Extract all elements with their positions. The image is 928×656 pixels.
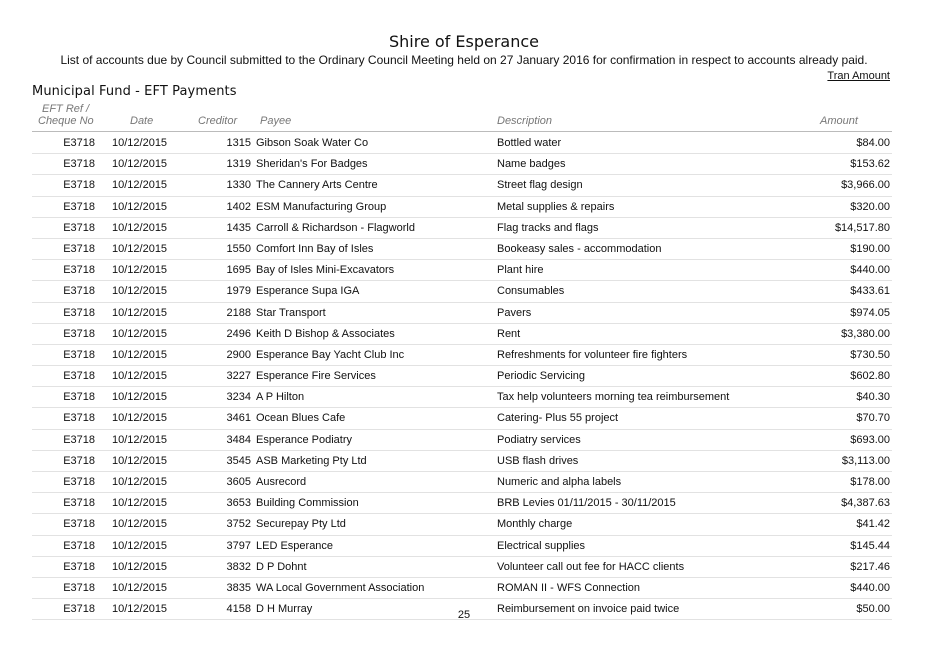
cell-eft-ref: E3718 bbox=[63, 179, 95, 192]
cell-payee: D H Murray bbox=[256, 603, 313, 616]
cell-creditor: 3797 bbox=[226, 539, 251, 552]
cell-payee: Ausrecord bbox=[256, 476, 307, 488]
table-row bbox=[32, 281, 892, 302]
cell-payee: Securepay Pty Ltd bbox=[256, 518, 346, 531]
cell-eft-ref: E3718 bbox=[63, 560, 95, 573]
table-row bbox=[32, 451, 892, 472]
cell-description: Volunteer call out fee for HACC clients bbox=[497, 560, 685, 573]
cell-date: 10/12/2015 bbox=[112, 603, 168, 616]
cell-creditor: 3653 bbox=[226, 497, 251, 510]
col-header-description: Description bbox=[497, 115, 553, 127]
cell-eft-ref: E3718 bbox=[63, 518, 95, 531]
cell-amount: $84.00 bbox=[856, 137, 890, 149]
cell-creditor: 2188 bbox=[226, 306, 251, 319]
cell-amount: $4,387.63 bbox=[841, 497, 890, 510]
cell-amount: $41.42 bbox=[856, 518, 890, 531]
cell-creditor: 1979 bbox=[226, 285, 251, 298]
cell-creditor: 3484 bbox=[226, 433, 251, 446]
cell-eft-ref: E3718 bbox=[63, 476, 95, 488]
cell-payee: ASB Marketing Pty Ltd bbox=[256, 454, 367, 467]
table-row bbox=[32, 430, 892, 451]
cell-eft-ref: E3718 bbox=[63, 264, 95, 277]
cell-description: Catering- Plus 55 project bbox=[497, 412, 619, 425]
table-row bbox=[32, 366, 892, 387]
cell-eft-ref: E3718 bbox=[63, 327, 95, 340]
cell-amount: $14,517.80 bbox=[834, 221, 890, 234]
cell-date: 10/12/2015 bbox=[112, 179, 168, 192]
cell-description: Numeric and alpha labels bbox=[497, 476, 622, 488]
cell-creditor: 1315 bbox=[226, 137, 251, 149]
cell-payee: Esperance Bay Yacht Club Inc bbox=[256, 348, 405, 361]
cell-description: Bottled water bbox=[497, 137, 562, 149]
col-header-payee: Payee bbox=[260, 115, 292, 127]
cell-date: 10/12/2015 bbox=[112, 497, 168, 510]
tran-amount-label: Tran Amount bbox=[827, 70, 890, 82]
report-subtitle: List of accounts due by Council submitted to the Ordinary Council Meeting held on 27 January 2016 for confirmation in respect to accounts already paid. bbox=[60, 53, 868, 67]
cell-amount: $153.62 bbox=[850, 158, 890, 171]
cell-payee: The Cannery Arts Centre bbox=[256, 179, 378, 192]
cell-payee: Star Transport bbox=[256, 306, 326, 319]
cell-eft-ref: E3718 bbox=[63, 433, 95, 446]
table-row bbox=[32, 218, 892, 239]
table-row bbox=[32, 536, 892, 557]
cell-payee: Esperance Fire Services bbox=[256, 370, 376, 383]
cell-eft-ref: E3718 bbox=[63, 306, 95, 319]
cell-payee: Bay of Isles Mini-Excavators bbox=[256, 264, 395, 277]
cell-description: Pavers bbox=[497, 306, 532, 319]
cell-date: 10/12/2015 bbox=[112, 476, 168, 488]
cell-eft-ref: E3718 bbox=[63, 242, 95, 255]
cell-amount: $217.46 bbox=[850, 560, 890, 573]
cell-creditor: 3234 bbox=[226, 391, 251, 404]
cell-amount: $40.30 bbox=[856, 391, 890, 404]
cell-description: USB flash drives bbox=[497, 454, 579, 467]
cell-eft-ref: E3718 bbox=[63, 200, 95, 213]
cell-creditor: 3461 bbox=[226, 412, 251, 425]
cell-eft-ref: E3718 bbox=[63, 539, 95, 552]
cell-eft-ref: E3718 bbox=[63, 391, 95, 404]
cell-payee: Ocean Blues Cafe bbox=[256, 412, 346, 425]
cell-amount: $3,380.00 bbox=[841, 327, 890, 340]
cell-creditor: 3605 bbox=[226, 476, 251, 488]
cell-creditor: 3752 bbox=[226, 518, 251, 531]
cell-description: Reimbursement on invoice paid twice bbox=[497, 603, 680, 616]
cell-amount: $440.00 bbox=[850, 264, 890, 277]
cell-date: 10/12/2015 bbox=[112, 370, 168, 383]
cell-description: Periodic Servicing bbox=[497, 370, 586, 383]
cell-amount: $440.00 bbox=[850, 581, 890, 594]
table-row bbox=[32, 175, 892, 196]
cell-amount: $50.00 bbox=[856, 603, 890, 616]
table-row bbox=[32, 239, 892, 260]
cell-amount: $3,113.00 bbox=[841, 454, 890, 467]
cell-amount: $602.80 bbox=[850, 370, 890, 383]
cell-payee: Carroll & Richardson - Flagworld bbox=[256, 221, 415, 234]
table-row bbox=[32, 154, 892, 175]
cell-description: Consumables bbox=[497, 285, 565, 298]
table-row bbox=[32, 345, 892, 366]
cell-amount: $145.44 bbox=[850, 539, 890, 552]
table-row bbox=[32, 324, 892, 345]
cell-creditor: 2900 bbox=[226, 348, 251, 361]
cell-date: 10/12/2015 bbox=[112, 306, 168, 319]
table-row bbox=[32, 514, 892, 535]
cell-description: Rent bbox=[497, 327, 521, 340]
cell-eft-ref: E3718 bbox=[63, 497, 95, 510]
cell-description: Bookeasy sales - accommodation bbox=[497, 242, 662, 255]
col-header-amount: Amount bbox=[820, 115, 858, 127]
cell-creditor: 1319 bbox=[226, 158, 251, 171]
fund-title: Municipal Fund - EFT Payments bbox=[32, 84, 237, 99]
cell-description: ROMAN II - WFS Connection bbox=[497, 581, 641, 594]
table-row bbox=[32, 133, 892, 154]
header-divider bbox=[32, 131, 892, 132]
table-row bbox=[32, 260, 892, 281]
cell-date: 10/12/2015 bbox=[112, 327, 168, 340]
cell-date: 10/12/2015 bbox=[112, 264, 168, 277]
cell-description: Monthly charge bbox=[497, 518, 573, 531]
cell-date: 10/12/2015 bbox=[112, 221, 168, 234]
cell-description: BRB Levies 01/11/2015 - 30/11/2015 bbox=[497, 497, 676, 510]
cell-amount: $178.00 bbox=[850, 476, 890, 488]
table-row bbox=[32, 578, 892, 599]
cell-date: 10/12/2015 bbox=[112, 581, 168, 594]
cell-payee: D P Dohnt bbox=[256, 560, 307, 573]
cell-amount: $693.00 bbox=[850, 433, 890, 446]
cell-eft-ref: E3718 bbox=[63, 454, 95, 467]
cell-eft-ref: E3718 bbox=[63, 370, 95, 383]
cell-amount: $190.00 bbox=[850, 242, 890, 255]
cell-date: 10/12/2015 bbox=[112, 200, 168, 213]
table-row bbox=[32, 557, 892, 578]
col-header-ref-line2: Cheque No bbox=[38, 115, 94, 127]
cell-date: 10/12/2015 bbox=[112, 158, 168, 171]
cell-creditor: 1330 bbox=[226, 179, 251, 192]
cell-date: 10/12/2015 bbox=[112, 454, 168, 467]
table-row bbox=[32, 472, 892, 493]
cell-date: 10/12/2015 bbox=[112, 348, 168, 361]
cell-date: 10/12/2015 bbox=[112, 560, 168, 573]
cell-amount: $320.00 bbox=[850, 200, 890, 213]
cell-eft-ref: E3718 bbox=[63, 158, 95, 171]
cell-creditor: 1550 bbox=[226, 242, 251, 255]
cell-creditor: 3832 bbox=[226, 560, 251, 573]
cell-date: 10/12/2015 bbox=[112, 285, 168, 298]
cell-date: 10/12/2015 bbox=[112, 518, 168, 531]
cell-payee: Keith D Bishop & Associates bbox=[256, 327, 395, 340]
cell-creditor: 2496 bbox=[226, 327, 251, 340]
cell-description: Electrical supplies bbox=[497, 539, 586, 552]
cell-payee: A P Hilton bbox=[256, 391, 305, 404]
page-number: 25 bbox=[457, 609, 471, 621]
page-title: Shire of Esperance bbox=[388, 32, 539, 51]
cell-payee: Gibson Soak Water Co bbox=[256, 137, 369, 149]
cell-payee: ESM Manufacturing Group bbox=[256, 200, 387, 213]
cell-payee: Comfort Inn Bay of Isles bbox=[256, 242, 374, 255]
cell-description: Podiatry services bbox=[497, 433, 581, 446]
cell-creditor: 3227 bbox=[226, 370, 251, 383]
cell-description: Tax help volunteers morning tea reimbursement bbox=[497, 391, 730, 404]
table-row bbox=[32, 493, 892, 514]
cell-payee: Building Commission bbox=[256, 497, 359, 510]
cell-payee: WA Local Government Association bbox=[256, 581, 425, 594]
cell-amount: $433.61 bbox=[850, 285, 890, 298]
col-header-date: Date bbox=[130, 115, 154, 127]
cell-amount: $974.05 bbox=[850, 306, 890, 319]
cell-payee: LED Esperance bbox=[256, 539, 334, 552]
cell-description: Street flag design bbox=[497, 179, 583, 192]
col-header-creditor: Creditor bbox=[198, 115, 238, 127]
cell-payee: Esperance Supa IGA bbox=[256, 285, 360, 298]
cell-payee: Sheridan's For Badges bbox=[256, 158, 368, 171]
cell-description: Refreshments for volunteer fire fighters bbox=[497, 348, 688, 361]
cell-date: 10/12/2015 bbox=[112, 391, 168, 404]
cell-creditor: 1402 bbox=[226, 200, 251, 213]
cell-eft-ref: E3718 bbox=[63, 348, 95, 361]
cell-creditor: 1435 bbox=[226, 221, 251, 234]
cell-eft-ref: E3718 bbox=[63, 221, 95, 234]
cell-description: Name badges bbox=[497, 158, 566, 171]
cell-amount: $730.50 bbox=[850, 348, 890, 361]
cell-date: 10/12/2015 bbox=[112, 137, 168, 149]
cell-creditor: 3545 bbox=[226, 454, 251, 467]
table-row bbox=[32, 303, 892, 324]
cell-date: 10/12/2015 bbox=[112, 412, 168, 425]
cell-eft-ref: E3718 bbox=[63, 603, 95, 616]
cell-eft-ref: E3718 bbox=[63, 285, 95, 298]
table-row bbox=[32, 387, 892, 408]
cell-eft-ref: E3718 bbox=[63, 581, 95, 594]
cell-eft-ref: E3718 bbox=[63, 137, 95, 149]
cell-description: Flag tracks and flags bbox=[497, 221, 599, 234]
cell-amount: $70.70 bbox=[856, 412, 890, 425]
cell-date: 10/12/2015 bbox=[112, 242, 168, 255]
cell-eft-ref: E3718 bbox=[63, 412, 95, 425]
cell-description: Plant hire bbox=[497, 264, 544, 277]
cell-creditor: 1695 bbox=[226, 264, 251, 277]
cell-description: Metal supplies & repairs bbox=[497, 200, 615, 213]
cell-amount: $3,966.00 bbox=[841, 179, 890, 192]
col-header-ref-line1: EFT Ref / bbox=[42, 103, 90, 115]
table-row bbox=[32, 408, 892, 429]
cell-date: 10/12/2015 bbox=[112, 433, 168, 446]
cell-creditor: 4158 bbox=[226, 603, 251, 616]
table-row bbox=[32, 197, 892, 218]
cell-payee: Esperance Podiatry bbox=[256, 433, 352, 446]
cell-creditor: 3835 bbox=[226, 581, 251, 594]
cell-date: 10/12/2015 bbox=[112, 539, 168, 552]
payments-table bbox=[32, 133, 892, 620]
